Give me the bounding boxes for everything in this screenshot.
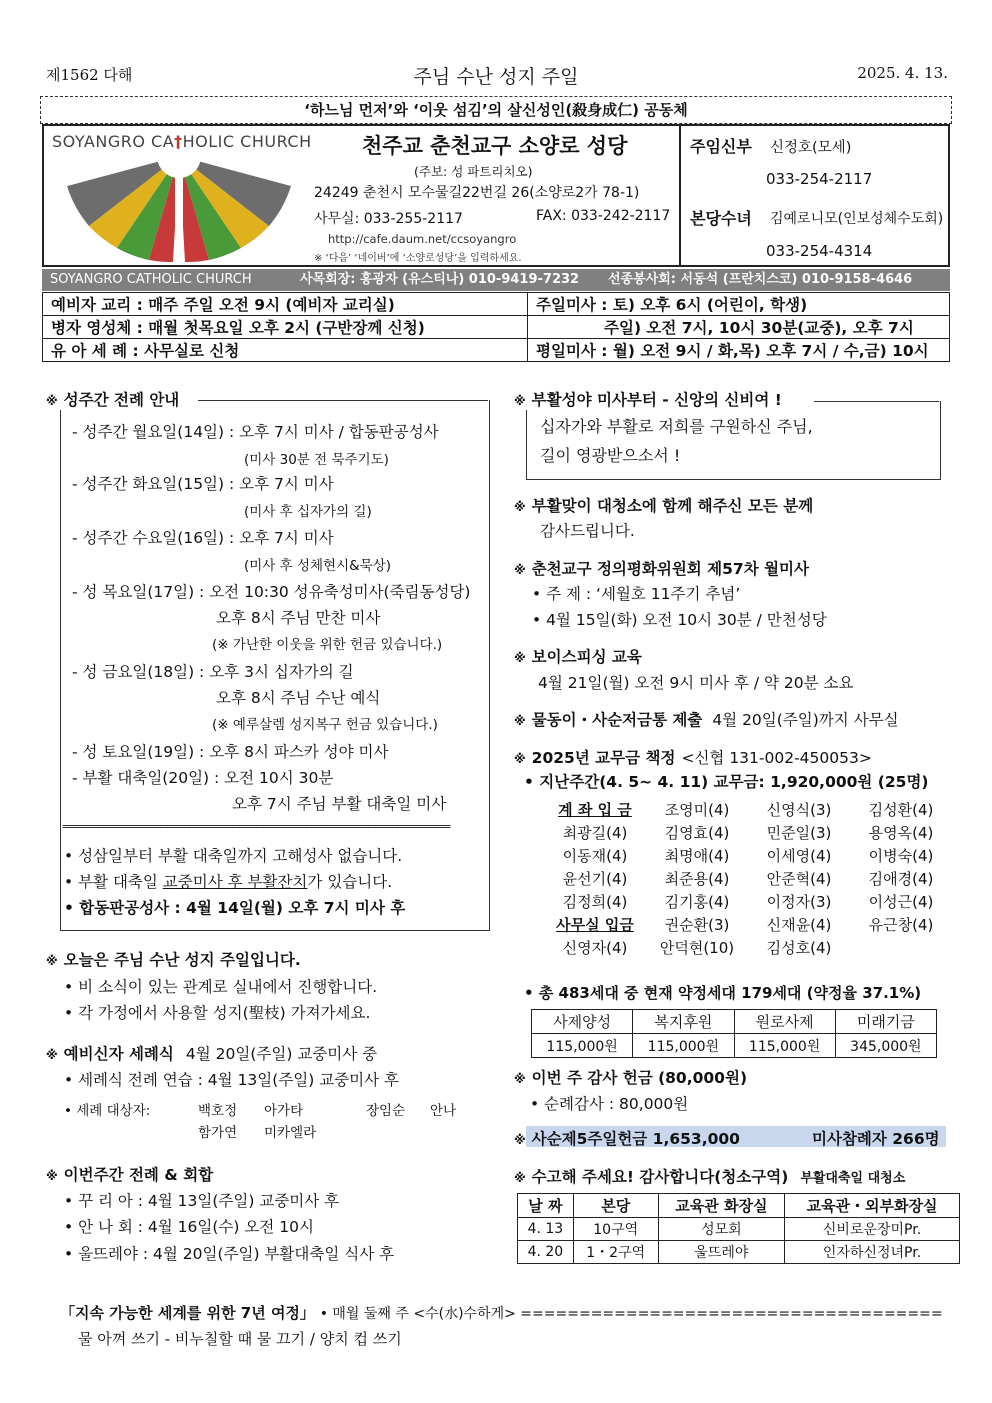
reference-mark-icon: ※: [46, 394, 58, 408]
office-phone: 사무실: 033-255-2117: [314, 211, 463, 227]
cleaning-header: 본당: [573, 1194, 658, 1218]
lent-offering-amount: 사순제5주일헌금 1,653,000: [531, 1130, 740, 1148]
cleaning-cell: 4. 20: [518, 1241, 574, 1264]
reference-mark-icon: ※: [46, 954, 58, 968]
bank-deposit-label: 계 좌 입 금: [558, 801, 632, 819]
donor-name: 신영식(3): [766, 801, 832, 819]
easter-vigil-heading: [514, 388, 786, 410]
donor-name: 김성환(4): [868, 801, 934, 819]
fax-number: FAX: 033-242-2117: [536, 208, 671, 224]
meeting-line: • 꾸 리 아 : 4월 13일(주일) 교중미사 후: [64, 1192, 340, 1210]
phishing-heading: [514, 645, 642, 667]
logo-text-right: HOLIC CHURCH: [182, 132, 312, 151]
council-president: 사목회장: 홍광자 (유스티나) 010-9419-7232: [300, 272, 580, 287]
donor-name: 이성근(4): [868, 893, 934, 911]
justice-mass-heading: [514, 557, 809, 579]
cleaning-cell: 인자하신정녀Pr.: [785, 1241, 960, 1264]
table-row: [43, 339, 950, 362]
donor-name: 이병숙(4): [868, 847, 934, 865]
reference-mark-icon: ※: [514, 1133, 526, 1147]
easter-vigil-box-top: [814, 401, 939, 402]
section-divider: =====================================================================: [62, 820, 450, 833]
reference-mark-icon: ※: [46, 1048, 58, 1062]
sunday-mass-sunday: 주일) 오전 7시, 10시 30분(교중), 오후 7시: [528, 316, 950, 339]
church-address: 24249 춘천시 모수물길22번길 26(소양로2가 78-1): [314, 185, 640, 201]
donor-name: 김애경(4): [868, 870, 934, 888]
confession-note: • 성삼일부터 부활 대축일까지 고해성사 없습니다.: [64, 847, 403, 865]
sister-name: 김예로니모(인보성체수도회): [770, 211, 944, 227]
table-row: [544, 890, 952, 913]
masthead: [42, 124, 950, 267]
donor-name: 신영자(4): [562, 939, 628, 957]
fund-value: 345,000원: [835, 1034, 936, 1058]
cleaning-cell: 1・2구역: [573, 1241, 658, 1264]
palm-line: • 비 소식이 있는 관계로 실내에서 진행합니다.: [64, 978, 378, 996]
dues-title: 2025년 교무금 책정: [531, 749, 676, 767]
donor-name: 최명애(4): [664, 847, 730, 865]
donor-name: 최준용(4): [664, 870, 730, 888]
cleaning-header: 날 짜: [518, 1194, 574, 1218]
office-deposit-label: 사무실 입금: [556, 916, 634, 934]
mass-schedule-table: [42, 292, 950, 362]
note-underlined: 교중미사 후 부활잔치: [162, 873, 308, 891]
fund-value: 115,000원: [532, 1034, 633, 1058]
table-row: [544, 844, 952, 867]
submission-heading: [514, 708, 899, 730]
infant-baptism-info: 유 아 세 례 : 사무실로 신청: [43, 339, 528, 362]
candidate-name: 미카엘라: [264, 1125, 317, 1141]
holy-week-heading: [46, 388, 183, 410]
dues-total: • 총 483세대 중 현재 약정세대 179세대 (약정율 37.1%): [524, 984, 922, 1002]
table-row: [544, 798, 952, 821]
holy-week-line: 오후 8시 주님 수난 예식: [216, 689, 381, 707]
easter-vigil-box: [526, 401, 941, 480]
mass-attendance: 미사참례자 266명: [812, 1130, 940, 1148]
donor-name: 김정희(4): [562, 893, 628, 911]
donor-name: 유근창(4): [868, 916, 934, 934]
note-text: • 부활 대축일: [64, 873, 163, 891]
page-title: 주님 수난 성지 주일: [413, 66, 579, 88]
logo-text-left: SOYANGRO CA: [52, 132, 175, 151]
donor-name: 이정자(3): [766, 893, 832, 911]
fund-header: 원로사제: [734, 1010, 835, 1034]
table-row: [544, 936, 952, 959]
candidate-name: 백호정: [198, 1103, 238, 1119]
meeting-line: • 안 나 회 : 4월 16일(수) 오전 10시: [64, 1218, 314, 1236]
pastor-name: 신정호(모세): [770, 140, 852, 156]
church-name: 천주교 춘천교구 소양로 성당: [362, 134, 628, 158]
reference-mark-icon: ※: [514, 714, 526, 728]
candidate-name: 아가타: [264, 1103, 304, 1119]
baptism-date: 4월 20일(주일) 교중미사 중: [185, 1045, 378, 1063]
sister-phone: 033-254-4314: [766, 242, 873, 260]
baptism-title: 예비신자 세례식: [63, 1045, 174, 1063]
footer-title: 「지속 가능한 세계를 위한 7년 여정」: [60, 1304, 315, 1322]
donor-name: 민준일(3): [766, 824, 832, 842]
cleaning-cell: 성모회: [658, 1218, 784, 1241]
dues-account: <신협 131-002-450053>: [681, 749, 872, 767]
fund-header: 미래기금: [835, 1010, 936, 1034]
pastor-phone: 033-254-2117: [766, 170, 873, 188]
reference-mark-icon: ※: [514, 563, 526, 577]
donor-name: 조영미(4): [664, 801, 730, 819]
note-text: 가 있습니다.: [307, 873, 393, 891]
baptism-line: • 세례식 전례 연습 : 4월 13일(주일) 교중미사 후: [64, 1071, 400, 1089]
church-name-english: SOYANGRO CATHOLIC CHURCH: [50, 272, 252, 287]
reference-mark-icon: ※: [514, 500, 526, 514]
holy-week-line: - 성 토요일(19일) : 오후 8시 파스카 성야 미사: [72, 743, 389, 761]
cafe-url-link[interactable]: http://cafe.daum.net/ccsoyangro: [328, 232, 517, 246]
donor-name: 윤선기(4): [562, 870, 628, 888]
donor-name: 김성호(4): [766, 939, 832, 957]
donor-name: 이동재(4): [562, 847, 628, 865]
justice-title: 춘천교구 정의평화위원회 제57차 월미사: [531, 560, 809, 578]
holy-week-line: (※ 예루살렘 성지복구 헌금 있습니다.): [212, 717, 438, 733]
motto-banner: ‘하느님 먼저’와 ‘이웃 섬김’의 살신성인(殺身成仁) 공동체: [40, 96, 952, 124]
reference-mark-icon: ※: [514, 1171, 526, 1185]
table-row: [518, 1241, 960, 1264]
thanks-offering-line: • 순례감사 : 80,000원: [530, 1095, 689, 1113]
logo-cross-icon: †: [174, 132, 183, 151]
table-row: [518, 1194, 960, 1218]
cleaning-title: 수고해 주세요! 감사합니다(청소구역): [531, 1168, 789, 1186]
donor-name: 신재윤(4): [766, 916, 832, 934]
meetings-title: 이번주간 전례 & 회합: [63, 1166, 214, 1184]
holy-week-line: (미사 후 십자가의 길): [244, 504, 372, 520]
holy-week-line: - 성주간 월요일(14일) : 오후 7시 미사 / 합동판공성사: [72, 423, 439, 441]
cleaning-header: 교육관 화장실: [658, 1194, 784, 1218]
table-row: [544, 821, 952, 844]
donor-name: 김영효(4): [664, 824, 730, 842]
holy-week-line: 오후 8시 주님 만찬 미사: [216, 609, 381, 627]
empty-cell: [850, 936, 952, 959]
cleaning-table: [517, 1193, 960, 1264]
thanks-cleaning-heading: [514, 494, 813, 516]
funeral-service: 선종봉사회: 서동석 (프란치스코) 010-9158-4646: [608, 272, 913, 287]
table-row: [544, 913, 952, 936]
phishing-line: 4월 21일(월) 오전 9시 미사 후 / 약 20분 소요: [538, 674, 854, 692]
logo-wordmark: [52, 132, 312, 151]
masthead-divider: [679, 126, 681, 265]
donor-name: 용영옥(4): [868, 824, 934, 842]
submission-deadline: 4월 20일(주일)까지 사무실: [712, 711, 899, 729]
candidate-name: 함가연: [198, 1125, 238, 1141]
thanks-offering-heading: [514, 1066, 747, 1088]
donor-name: 안덕현(10): [659, 939, 735, 957]
donor-name: 권순환(3): [664, 916, 730, 934]
baptism-candidates-label: • 세례 대상자:: [64, 1103, 151, 1119]
catechism-info: 예비자 교리 : 매주 주일 오전 9시 (예비자 교리실): [43, 293, 528, 316]
donor-name: 안준혁(4): [766, 870, 832, 888]
fund-value: 115,000원: [633, 1034, 734, 1058]
fund-header: 사제양성: [532, 1010, 633, 1034]
table-row: [518, 1218, 960, 1241]
sick-communion-info: 병자 영성체 : 매월 첫목요일 오후 2시 (구반장께 신청): [43, 316, 528, 339]
table-row: [532, 1034, 937, 1058]
sunday-mass-saturday: 주일미사 : 토) 오후 6시 (어린이, 학생): [528, 293, 950, 316]
lent-offering: [514, 1127, 740, 1149]
issue-date: 2025. 4. 13.: [857, 64, 948, 82]
easter-party-note: [64, 870, 392, 892]
table-row: [544, 867, 952, 890]
cleaning-cell: 울뜨레야: [658, 1241, 784, 1264]
meetings-heading: [46, 1163, 213, 1185]
cleaning-cell: 10구역: [573, 1218, 658, 1241]
reference-mark-icon: ※: [514, 651, 526, 665]
joint-confession-note: • 합동판공성사 : 4월 14일(월) 오후 7시 미사 후: [64, 899, 406, 917]
holy-week-line: - 성주간 수요일(16일) : 오후 7시 미사: [72, 529, 334, 547]
reference-mark-icon: ※: [514, 752, 526, 766]
donor-list: [544, 798, 952, 959]
phishing-title: 보이스피싱 교육: [531, 648, 642, 666]
dues-heading: [514, 746, 872, 768]
candidate-name: 안나: [430, 1103, 457, 1119]
holy-week-line: - 성주간 화요일(15일) : 오후 7시 미사: [72, 475, 334, 493]
candidate-name: 장임순: [366, 1103, 406, 1119]
palm-sunday-heading: [46, 948, 301, 970]
acclamation-line: 길이 영광받으소서 !: [540, 446, 681, 465]
holy-week-title: 성주간 전례 안내: [63, 391, 180, 409]
donor-name: 이세영(4): [766, 847, 832, 865]
dues-last-week: • 지난주간(4. 5~ 4. 11) 교무금: 1,920,000원 (25명): [524, 773, 929, 791]
cleaning-cell: 신비로운장미Pr.: [785, 1218, 960, 1241]
meeting-line: • 울뜨레야 : 4월 20일(주일) 부활대축일 식사 후: [64, 1245, 395, 1263]
thanks-cleaning-title: 부활맞이 대청소에 함께 해주신 모든 분께: [531, 497, 814, 515]
cleaning-header: 교육관・외부화장실: [785, 1194, 960, 1218]
cleaning-heading: [514, 1165, 905, 1187]
patron-saint: (주보: 성 파트리치오): [414, 164, 533, 179]
palm-title: 오늘은 주님 수난 성지 주일입니다.: [63, 951, 301, 969]
holy-week-line: (※ 가난한 이웃을 위한 헌금 있습니다.): [212, 637, 443, 653]
pastor-label: 주임신부: [690, 137, 752, 156]
search-note: ※ ‘다음’ ‘네이버’에 ‘소양로성당’을 입력하세요.: [314, 253, 522, 264]
fund-header: 복지후원: [633, 1010, 734, 1034]
reference-mark-icon: ※: [46, 1169, 58, 1183]
footer-tips: 물 아껴 쓰기 - 비누칠할 때 물 끄기 / 양치 컵 쓰기: [78, 1330, 402, 1348]
weekday-mass-info: 평일미사 : 월) 오전 9시 / 화,목) 오후 7시 / 수,금) 10시: [528, 339, 950, 362]
footer-rest: • 매월 둘째 주 <수(水)수하게> ====================================: [319, 1306, 943, 1322]
fund-value: 115,000원: [734, 1034, 835, 1058]
fund-table: [531, 1009, 937, 1058]
acclamation-line: 십자가와 부활로 저희를 구원하신 주님,: [540, 417, 813, 436]
sister-label: 본당수녀: [690, 209, 752, 228]
baptism-heading: [46, 1042, 377, 1064]
justice-line: • 4월 15일(화) 오전 10시 30분 / 만천성당: [532, 611, 827, 629]
holy-week-line: - 부활 대축일(20일) : 오전 10시 30분: [72, 769, 334, 787]
table-row: [43, 293, 950, 316]
holy-week-line: 오후 7시 주님 부활 대축일 미사: [232, 795, 447, 813]
justice-line: • 주 제 : ‘세월호 11주기 추념’: [532, 585, 741, 603]
footer-line: [60, 1302, 943, 1323]
table-row: [532, 1010, 937, 1034]
table-row: [43, 316, 950, 339]
contact-bar: [42, 269, 950, 291]
submission-title: 물동이・사순저금통 제출: [531, 711, 703, 729]
cleaning-subtitle: 부활대축일 대청소: [800, 1171, 906, 1186]
thanks-offering-title: 이번 주 감사 헌금 (80,000원): [531, 1069, 748, 1087]
holy-week-line: (미사 30분 전 묵주기도): [244, 452, 389, 468]
thanks-line: 감사드립니다.: [540, 522, 635, 540]
holy-week-line: (미사 후 성체현시&묵상): [244, 558, 392, 574]
holy-week-line: - 성 금요일(18일) : 오후 3시 십자가의 길: [72, 663, 354, 681]
church-logo-icon: [64, 152, 294, 262]
donor-name: 김기홍(4): [664, 893, 730, 911]
holy-week-box-top: [198, 400, 488, 401]
issue-number: 제1562 다해: [46, 66, 133, 84]
donor-name: 최광길(4): [562, 824, 628, 842]
palm-line: • 각 가정에서 사용할 성지(聖枝) 가져가세요.: [64, 1004, 371, 1022]
cleaning-cell: 4. 13: [518, 1218, 574, 1241]
reference-mark-icon: ※: [514, 394, 526, 408]
easter-vigil-title: 부활성야 미사부터 - 신앙의 신비여 !: [531, 391, 782, 409]
holy-week-line: - 성 목요일(17일) : 오전 10:30 성유축성미사(죽림동성당): [72, 583, 471, 601]
reference-mark-icon: ※: [514, 1072, 526, 1086]
